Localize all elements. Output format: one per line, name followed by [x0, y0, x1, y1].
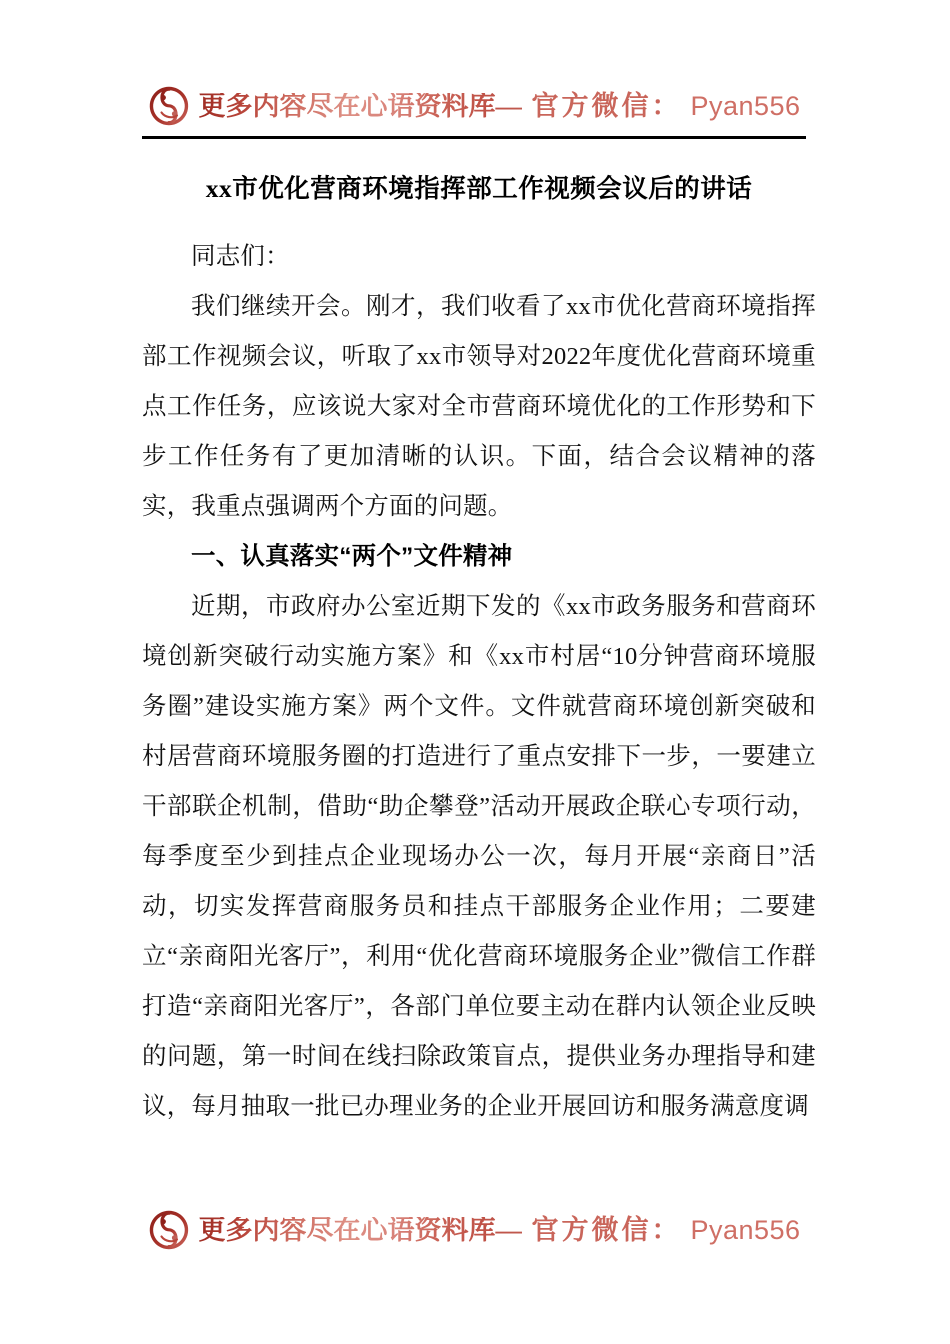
watermark-label-text: 官方微信： — [531, 1214, 682, 1245]
watermark-main-text: 更多内容尽在心语资料库— — [198, 1214, 523, 1245]
header-watermark-inner — [149, 86, 800, 126]
document-body — [142, 172, 816, 1132]
watermark-account-text: Pyan556 — [690, 1214, 801, 1245]
page-title: xx市优化营商环境指挥部工作视频会议后的讲话 — [205, 174, 753, 203]
paragraph-intro: 我们继续开会。刚才，我们收看了xx市优化营商环境指挥部工作视频会议，听取了xx市领导对2022年度优化营商环境重点工作任务，应该说大家对全市营商环境优化的工作形势和下步工作任务有了更加清晰的认识。下面，结合会议精神的落实，我重点强调两个方面的问题。 — [142, 293, 816, 521]
footer-watermark-inner — [149, 1210, 800, 1250]
section-heading-1: 一、认真落实“两个”文件精神 — [191, 543, 513, 571]
header-divider — [142, 136, 806, 139]
header-watermark — [0, 78, 950, 134]
watermark-account-text: Pyan556 — [690, 90, 801, 121]
paragraph-section-1-body: 近期，市政府办公室近期下发的《xx市政务服务和营商环境创新突破行动实施方案》和《xx市村居“10分钟营商环境服务圈”建设实施方案》两个文件。文件就营商环境创新突破和村居营商环境服务圈的打造进行了重点安排下一步，一要建立干部联企机制，借助“助企攀登”活动开展政企联心专项行动，每季度至少到挂点企业现场办公一次，每月开展“亲商日”活动，切实发挥营商服务员和挂点干部服务企业作用；二要建立“亲商阳光客厅”，利用“优化营商环境服务企业”微信工作群打造“亲商阳光客厅”，各部门单位要主动在群内认领企业反映的问题，第一时间在线扫除政策盲点，提供业务办理指导和建议，每月抽取一批已办理业务的企业开展回访和服务满意度调 — [142, 593, 816, 1121]
watermark-label-text: 官方微信： — [531, 90, 682, 121]
yin-yang-fish-logo-icon — [149, 1210, 189, 1250]
watermark-main-text: 更多内容尽在心语资料库— — [198, 90, 523, 121]
salutation: 同志们： — [191, 243, 290, 271]
footer-watermark — [0, 1202, 950, 1258]
yin-yang-fish-logo-icon — [149, 86, 189, 126]
